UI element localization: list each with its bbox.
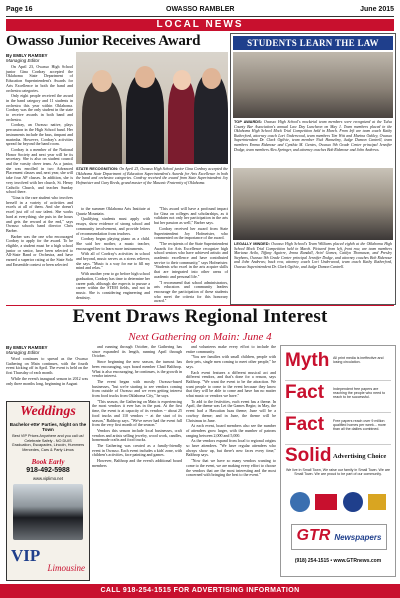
legally-minded-label: LEGALLY MINDED: [234, 241, 270, 246]
caption-lead: STATE RECOGNITION: [76, 166, 119, 171]
story2-col2: and running through October, the Gathering has since expanded its length, running April through October. Since beginning the new season, the turnout has been encouraging, says board member Chad Balthrop. What is also encouraging, he continues, is the growth in vendor interest. The event began with mostly Owasso-based businesses, "but we're starting to see vendors coming from outside of Owasso and we even getting interest from food trucks from Oklahoma City," he says. "This season, the Gathering on Main is experiencing the most vendors it ever has in the past. At the first time, the event is at capacity of its vendors -- about 25 food trucks and 110 vendors -- at the start of its season," Balthrop says. "We've never had the event full from the very first month of the season." Vendors this season include local businesses, craft vendors and artists selling jewelry, wood work, candles, homemade crafts and food trucks. The Gathering was created as a family-friendly event in Owasso. Each event includes a kids' zone, with children's activities, face painting and games. However, Balthrop and the event's additional board members [92, 344, 182, 468]
weddings-ad-title: Weddings [20, 404, 76, 419]
section-label: LOCAL NEWS [146, 19, 253, 30]
story1-col2: to the summer Oklahoma Arts Institute at Quartz Mountain. Qualifying students must apply with essays, show evidence of strong school and community involvement, and provide letters of recommendation from teachers. Cordray began playing piano as a child. She said her mother, a music teacher, encouraged her to learn more instruments. With all of Cordray's activities in school and beyond, music serves as a stress reliever, she says. "Music is a way for me to fill my mind and relax." With another year to go before high school graduation, Cordray has time to determine her career path, although she expects to pursue a career within the STEM fields, and not in music. She is considering engineering and dentistry. [76, 206, 150, 300]
vip-logo: VIP [11, 546, 41, 565]
legally-minded-caption: LEGALLY MINDED: Owasso High School's Team Williams placed eighth at the Oklahoma High School Mock Trial Competition held in March. Pictured from left, front row, are team members Mariana Avila, Tiffany Aguirre, Jenna Randall, Ariel Gomez, Caitlyn Thomason, and Presley Stephens, Owasso 9th Grade Center principal Jennifer Dodge, and attorney coaches Bob Ridenour and John Andrews; back row, attorney coach Lori Underwood, team coach Kathy Rutherford, Owasso Superintendent Dr. Clark Ogilvie, and Judge Damon Cantrell. [234, 241, 392, 269]
award-photo [76, 52, 228, 164]
mock-trial-photo-bottom [233, 168, 393, 240]
story2-col1: Word continues to spread as the Owasso Gathering on Main continues, with the fourth event kicking off in April. The event is held on the first Thursday of each month. While the event's inaugural season in 2012 was only three months long, beginning in August [6, 356, 88, 386]
story1-col1: On April 23, Owasso High School junior Gina Cordray accepted the Oklahoma State Department of Education Superintendent's Awards for Arts Excellence in both the band and orchestra categories. Only eight people received the award in the band category and 11 students in orchestra this year within Oklahoma. Cordray was the only student in the state to receive awards in both band and orchestra. Cordray, an Owasso native, plays percussion in the High School band. Her instruments include the bass, timpani and marimba. However, Cordray's activities spread far beyond the band room. Cordray is a member of the National Honor Society and next year will be its secretary. She is also on student council and the varsity cheer team. As a junior, she was enrolled in two Advanced Placement classes and, next year, she will take four AP classes. In addition, she is very involved with her church, St. Henry Catholic Church, and teaches Sunday school there. "Gina is the rare student who involves herself in a variety of activities and excels at all of them. And she doesn't excel just off of raw talent. She works hard at everything; she puts in the hours and gets the reward at the end," says Owasso schools band director Chris Barber. Barber was the one who encouraged Cordray to apply for the award. To be eligible, a student must be a high school junior or senior, have been selected to All-State Band or Orchestra, and have earned a superior rating at the State Solo and Ensemble contest or been selected [6, 64, 73, 267]
story2-byline: By EMILY RAMSEY Managing Editor [6, 345, 48, 355]
limousine-photo [13, 484, 83, 540]
advertising-ad[interactable]: Myth All print media is ineffective and losing circulation. Fact Independent free papers are reaching the people who need to reach to be successful. Fact Free papers reach over 9 million qualified homes per week... more than all the dailies combined. Solid Advertising Choice We live in Small Town, We raise our family in Small Town. We are Small Town. We are proud to be part of our community. GTR Newspapers (918) 254-1515 • www.GTRnews.com [280, 345, 396, 577]
story1-byline-name: By EMILY RAMSEY [6, 53, 48, 58]
weddings-web: www.viplimo.net [32, 476, 64, 481]
association-logos [287, 488, 389, 516]
story2-subhead: Next Gathering on Main: June 4 [128, 331, 272, 343]
mock-trial-photo-top [233, 52, 393, 118]
award-caption [76, 167, 228, 185]
weddings-phone: 918-492-5988 [26, 467, 70, 474]
law-feature-box [230, 33, 396, 305]
section-banner [6, 19, 394, 31]
gtr-contact: (918) 254-1515 • www.GTRnews.com [294, 558, 382, 564]
gtr-logo: GTR Newspapers [291, 524, 387, 550]
law-feature-title: STUDENTS LEARN THE LAW [233, 36, 393, 50]
story1-headline: Owasso Junior Receives Award [6, 33, 201, 49]
myth-label: Myth [285, 350, 330, 371]
issue-date: June 2015 [360, 6, 394, 13]
story1-byline [6, 53, 74, 63]
story1-byline-role: Managing Editor [6, 58, 40, 63]
weddings-ad[interactable]: Weddings Bachelor·ette' Parties, Night on the Town Best VIP Prices Anywhere and you call us! Celebrate Safely - NO DUIS Graduation, Escapades, Lincoln, Hummers Mercedes, Cars & Party Limos Book Early 918-492-5988 www.viplimo.net VIP Limousine [6, 401, 90, 581]
story2-headline: Event Draws Regional Interest [72, 306, 328, 327]
story1-col3: "This award will have a profound impact for Gina on colleges and scholarships, as it validates not only her participation in the arts but her passion as well," Barber says. Cordray received her award from State Superintendent Joy Hofmeister, who commented on the importance of the award. "The recipients of the State Superintendent Awards for Arts Excellence recognize high school seniors who have achieved artistic and academic excellence and have contributed service to their community," says Hofmeister. "Students who excel in the arts acquire skills that are integrated into other areas of academic and personal life." "I recommend that school administrators, arts educators and community leaders encourage the participation of these students who meet the criteria for this honorary award." [154, 206, 228, 304]
top-awards-label: TOP AWARDS: [234, 119, 262, 124]
page-header [6, 4, 394, 17]
page-number: Page 16 [6, 6, 33, 13]
story2-col3: and volunteers make every effort to include the entire community. "You see families with small children, people with their pets, single men coming to meet other people," he says. Each event features a different musical act and different vendors, and that's done for a reason, says Balthrop. "We want the event to be the attraction. We want people to come to the event because they know that they will be able to come and have fun no matter what music or vendors we have." To add to the festivities, each event has a theme. In April, the theme was Let the Games Begin; in May, the event had a Hawaiian luau theme; June will be a cowboy theme; and in June, the theme will be Christmas in June. At each event, board members also see the number of attendees grow larger, with the number of patrons ranging between 2,000 and 5,000. As the vendors expand from local to regional origins so have attendees. "We have regular attendees who always show up, but there's new faces every time," Balthrop says. "Now that we have so many vendors wanting to come to the event, we are making every effort to choose the vendors that are the most interesting and the most concerned with bringing the best to the event." [186, 344, 276, 478]
caption-text: On April 23, Owasso High School junior Gina Cordray accepted the Oklahoma State Department of Education Superintendent's Awards for Arts Excellence in both the band and orchestra categories. Cordray received the award from State Superintendent Joy Hofmeister and Gary Reeds, grand master of the Masonic Fraternity of Oklahoma. [76, 167, 228, 185]
advertising-footer: CALL 918-254-1515 FOR ADVERTISING INFORMATION [0, 584, 400, 598]
top-awards-caption: TOP AWARDS: Owasso High School's mocktrial team members were recognized at the Tulsa County Bar Association's annual Law Day Luncheon on May 1. Team members placed in the Oklahoma High School Mock Trial Competition held in March. From left are team coach Kathy Rutherford, attorney coach Lori Underwood, team members Tim Witt and Marina Oakley, Owasso Superintendent Dr. Clark Ogilvie, team member Nick Hanselmy, Judge Damon Cantrell, team members Emma Ridenour and Cynthia M. Gentes, Owasso 9th Grade Center principal Jennifer Dodge, team members Alex Springer, and attorney coaches Bob Ridenour and John Andrews. [234, 119, 392, 152]
paper-name: OWASSO RAMBLER [166, 6, 235, 13]
